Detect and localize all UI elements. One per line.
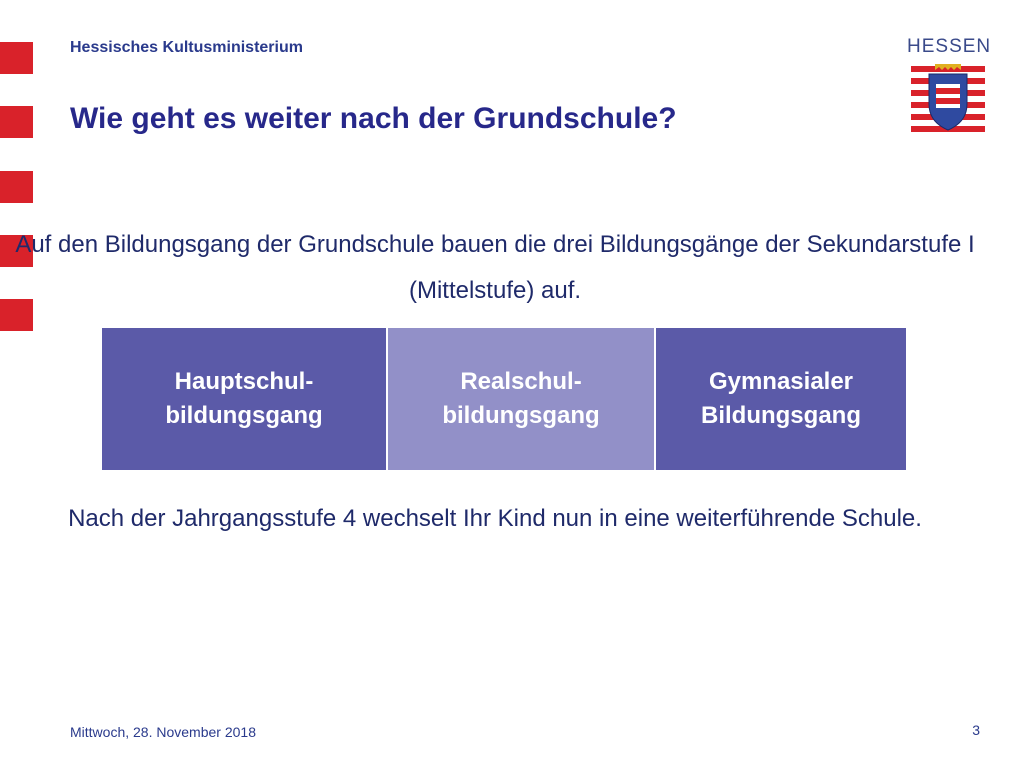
intro-text: Auf den Bildungsgang der Grundschule bauen die drei Bildungsgänge der Sekundarstufe I (Mittelstufe) auf. <box>15 231 975 304</box>
path-label: Gymnasialer Bildungsgang <box>701 368 861 429</box>
decor-red-square-2 <box>0 106 33 138</box>
education-paths <box>102 328 906 470</box>
path-label: Hauptschul- bildungsgang <box>165 368 323 429</box>
decor-red-square-3 <box>0 171 33 203</box>
path-gymnasium <box>656 328 906 470</box>
path-label: Realschul- bildungsgang <box>442 368 600 429</box>
hessen-logo <box>907 36 992 140</box>
path-realschule <box>388 328 656 470</box>
path-hauptschule <box>102 328 388 470</box>
ministry-name: Hessisches Kultusministerium <box>70 39 303 56</box>
footer-date: Mittwoch, 28. November 2018 <box>70 724 256 740</box>
outro-text: Nach der Jahrgangsstufe 4 wechselt Ihr Kind nun in eine weiterführende Schule. <box>68 505 922 532</box>
hessen-coat-of-arms-icon <box>911 62 985 136</box>
slide-title: Wie geht es weiter nach der Grundschule? <box>70 102 677 135</box>
logo-wordmark: HESSEN <box>907 36 992 57</box>
page-number: 3 <box>972 722 980 738</box>
decor-red-square-1 <box>0 42 33 74</box>
